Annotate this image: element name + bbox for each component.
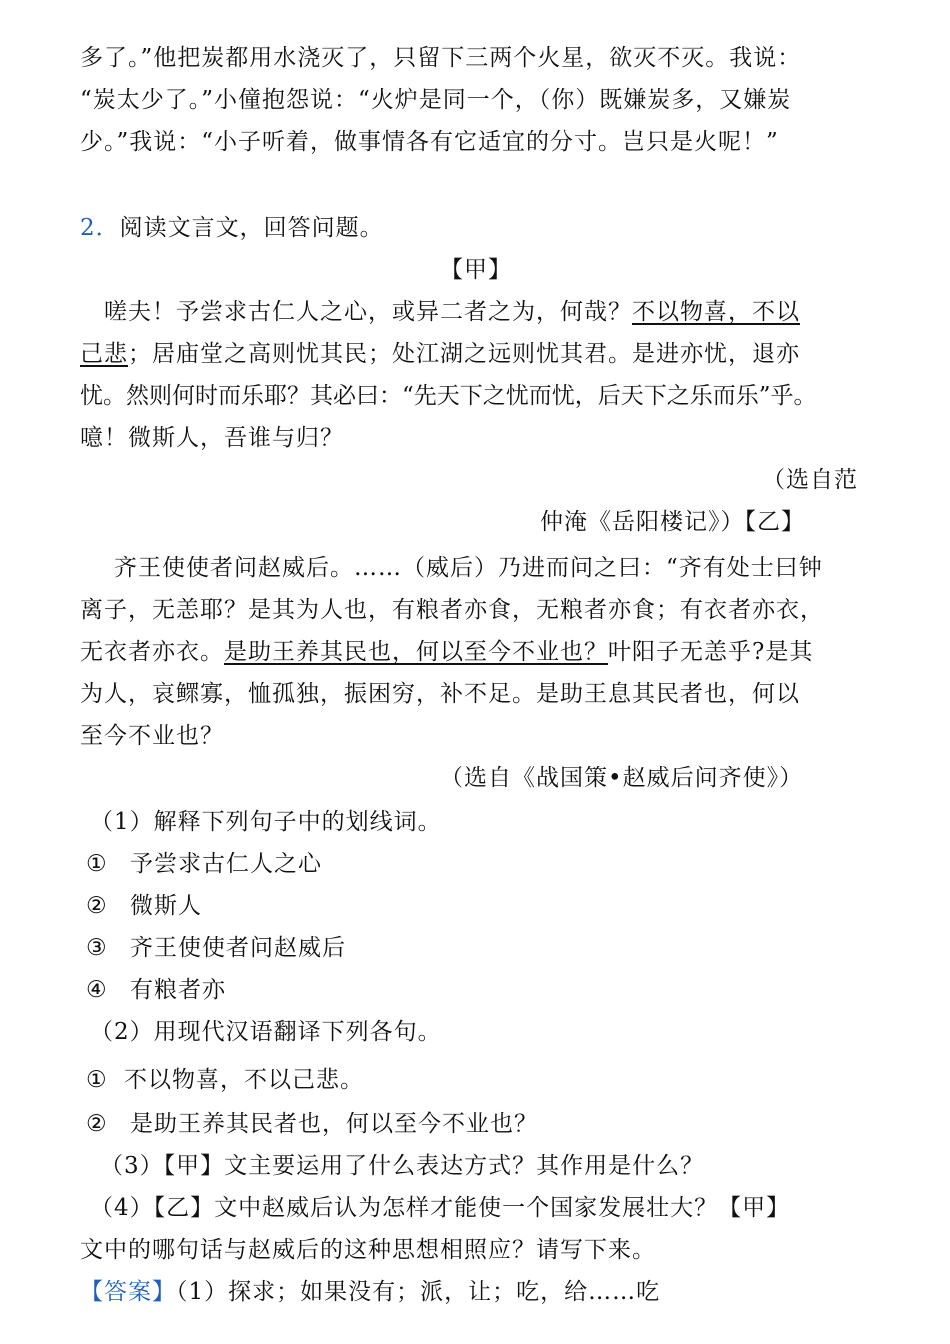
intro-line-3: 少。”我说：“小子听着，做事情各有它适宜的分寸。岂只是火呢！” <box>80 129 779 155</box>
sub-question-2-title: （2）用现代汉语翻译下列各句。 <box>90 1019 442 1045</box>
q2-item-1: ① 不以物喜，不以己悲。 <box>86 1067 364 1093</box>
q1-item-3: ③ 齐王使使者问赵威后 <box>86 935 346 961</box>
q1-item-1: ① 予尝求古仁人之心 <box>86 851 322 877</box>
passage-jia-heading: 【甲】 <box>440 257 512 283</box>
passage-yi-line-5: 至今不业也？ <box>80 723 224 749</box>
answer-line <box>80 1276 660 1308</box>
intro-line-2: “炭太少了。”小僮抱怨说：“火炉是同一个，（你）既嫌炭多，又嫌炭 <box>80 87 792 113</box>
passage-jia-line-2: 己悲；居庙堂之高则忧其民；处江湖之远则忧其君。是进亦忧，退亦 <box>80 341 800 367</box>
q2-item-2: ② 是助王养其民者也，何以至今不业也？ <box>86 1111 538 1137</box>
q1-item-4: ④ 有粮者亦 <box>86 977 226 1003</box>
question-prompt: 阅读文言文，回答问题。 <box>119 215 384 241</box>
underlined-phrase: 不以物喜，不以 <box>632 299 800 325</box>
passage-yi-line-3: 无衣者亦衣。是助王养其民也，何以至今不业也？叶阳子无恙乎?是其 <box>80 639 814 665</box>
sub-question-4-line-2: 文中的哪句话与赵威后的这种思想相照应？请写下来。 <box>80 1237 656 1263</box>
q1-item-2: ② 微斯人 <box>86 893 202 919</box>
sub-question-1-title: （1）解释下列句子中的划线词。 <box>90 809 442 835</box>
passage-yi-line-1: 齐王使使者问赵威后。……（威后）乃进而问之曰：“齐有处士曰钟 <box>114 555 823 581</box>
passage-yi-source: （选自《战国策•赵威后问齐使》） <box>440 765 804 791</box>
intro-line-1: 多了。”他把炭都用水浇灭了，只留下三两个火星，欲灭不灭。我说： <box>80 45 802 71</box>
passage-jia-line-4: 噫！微斯人，吾谁与归？ <box>80 425 344 451</box>
sub-question-4-line-1: （4）【乙】文中赵威后认为怎样才能使一个国家发展壮大？【甲】 <box>90 1195 791 1221</box>
answer-text: （1）探求；如果没有；派，让；吃，给……吃 <box>176 1279 661 1305</box>
question-number: 2． <box>80 215 120 241</box>
underlined-phrase: 是助王养其民也，何以至今不业也？ <box>224 639 608 665</box>
passage-jia-line-1: 嗟夫！予尝求古仁人之心，或异二者之为，何哉？不以物喜，不以 <box>104 299 800 325</box>
passage-jia-source-1: （选自范 <box>762 467 858 493</box>
passage-yi-line-4: 为人，哀鳏寡，恤孤独，振困穷，补不足。是助王息其民者也，何以 <box>80 681 800 707</box>
question-2-header <box>80 212 384 244</box>
passage-jia-line-3: 忧。然则何时而乐耶？其必曰：“先天下之忧而忧，后天下之乐而乐”乎。 <box>80 383 817 409</box>
answer-label: 【答案】 <box>80 1279 176 1305</box>
underlined-phrase: 己悲 <box>80 341 128 367</box>
passage-yi-line-2: 离子，无恙耶？是其为人也，有粮者亦食，无粮者亦食；有衣者亦衣， <box>80 597 824 623</box>
passage-jia-source-2: 仲淹《岳阳楼记》）【乙】 <box>540 509 805 535</box>
sub-question-3: （3）【甲】文主要运用了什么表达方式？其作用是什么？ <box>100 1153 705 1179</box>
